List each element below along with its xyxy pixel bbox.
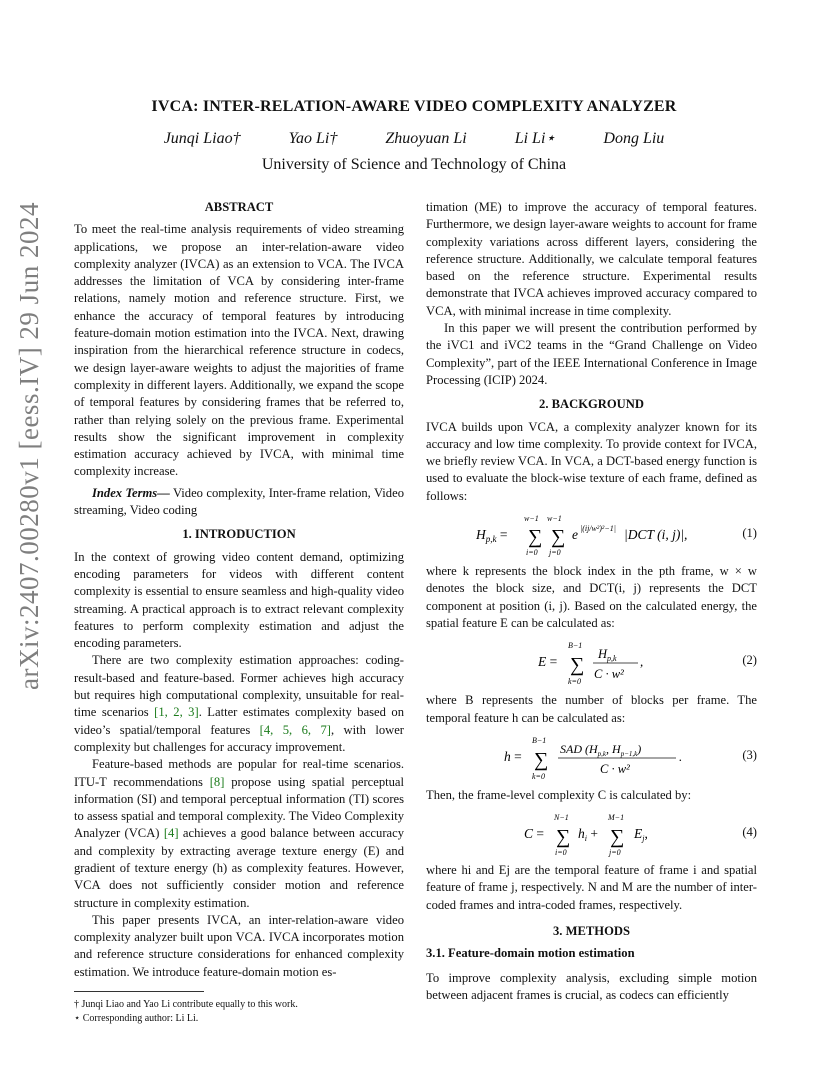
svg-text:∑: ∑: [528, 526, 543, 549]
author: Junqi Liao†: [163, 130, 241, 147]
equation-2-number: (2): [742, 653, 757, 668]
index-terms-text: Video complexity, Inter-frame relation, Video streaming, Video coding: [74, 485, 404, 518]
arxiv-identifier: arXiv:2407.00280v1 [eess.IV] 29 Jun 2024: [14, 202, 44, 690]
citation-link[interactable]: [1, 2, 3]: [154, 705, 199, 720]
equation-2-formula: [538, 636, 678, 688]
abstract-text: To meet the real-time analysis requirements of video streaming applications, we propose an inter-relation-aware video complexity analyzer (IVCA) as an extension to VCA. The IVCA addresses the limitation of VCA by considering inter-frame relations, namely motion and reference structure. First, we enhance the accuracy of temporal features by introducing feature-domain motion estimation into the IVCA. Next, drawing inspiration from the hierarchical reference structure in codecs, we design layer-aware weights to adjust the majorities of frame complexity in different layers. Additionally, we expand the scope of temporal features by considering frames that be referred to, rather than relying solely on the previous frame. Experimental results show the significant improvement in complexity estimation accuracy achieved by IVCA, with minimal time complexity increase.: [74, 222, 404, 479]
svg-text:B−1: B−1: [568, 641, 583, 651]
svg-text:∑: ∑: [610, 826, 625, 849]
intro-p2-text-a: There are two complexity estimation approaches: coding-result-based and feature-based. Former achieves high accuracy but requires high computational complexity, unsuitable for real-time scenarios: [74, 653, 404, 720]
intro-p2-text-b: . Latter estimates complexity based on video’s spatial/temporal features: [74, 705, 405, 737]
svg-text:j=0: j=0: [609, 848, 621, 858]
citation-link[interactable]: [4]: [163, 826, 179, 841]
intro-paragraph-1: In the context of growing video content demand, optimizing encoding parameters for videos with different content complexity is essential to ensure seamless and high-quality video streaming. A practical approach is to extract relevant complexity features to perform complexity estimation and adjust the encoding parameters.: [74, 549, 404, 651]
svg-text:w−1: w−1: [524, 514, 539, 524]
svg-text:∑: ∑: [556, 826, 571, 849]
intro-p3-text-b: propose using spatial perceptual information (SI) and temporal perceptual information (TI) scores to assess spatial and temporal complexity. The Video Complexity Analyzer (VCA): [74, 774, 405, 841]
citation-link[interactable]: [4, 5, 6, 7]: [259, 722, 331, 737]
methods-paragraph: To improve complexity analysis, excluding simple motion between adjacent frames is crucial, as codecs can efficiently: [426, 970, 757, 1002]
subsection-heading: 3.1. Feature-domain motion estimation: [426, 946, 635, 961]
svg-text:M−1: M−1: [608, 813, 625, 823]
background-heading: 2. BACKGROUND: [539, 397, 644, 412]
paper-title: IVCA: INTER-RELATION-AWARE VIDEO COMPLEXITY ANALYZER: [151, 98, 677, 115]
svg-text:|(ij/w²)²−1|: |(ij/w²)²−1|: [580, 524, 616, 534]
intro-heading: 1. INTRODUCTION: [182, 527, 296, 542]
equation-1-number: (1): [742, 526, 757, 541]
svg-text:k=0: k=0: [532, 771, 545, 781]
intro-paragraph-3: [74, 756, 404, 912]
citation-link[interactable]: [8]: [209, 774, 225, 789]
left-column: [74, 199, 404, 1026]
intro-paragraph-2: [74, 652, 404, 756]
svg-text:i=0: i=0: [526, 548, 538, 558]
after-equation-1: where k represents the block index in the pth frame, w × w denotes the block size, and DCT(i, j) represents the DCT component at position (i, j). Based on the calculated energy, the spatial feature E can be calculated as:: [426, 564, 757, 630]
svg-text:E =: E =: [538, 654, 558, 670]
after-equation-4: where hi and Ej are the temporal feature of frame i and spatial feature of frame j, respectively. N and M are the number of inter-coded frames and intra-coded frames, respectively.: [426, 863, 757, 912]
svg-text:∑: ∑: [534, 748, 549, 771]
svg-text:SAD (Hp,k, Hp−1,k): SAD ($H_{p,k}$, $H_{p-1,k}$): [560, 741, 642, 758]
methods-heading: 3. METHODS: [553, 924, 630, 939]
svg-text:∑: ∑: [570, 654, 585, 677]
right-column: [426, 199, 757, 1004]
author-list: [0, 128, 828, 148]
after-equation-2: where B represents the number of blocks per frame. The temporal feature h can be calculated as:: [426, 693, 757, 725]
index-terms-label: Index Terms—: [92, 485, 170, 500]
background-paragraph: IVCA builds upon VCA, a complexity analyzer known for its accuracy and low time complexity. To provide context for IVCA, we briefly review VCA. In VCA, a DCT-based energy function is used to evaluate the block-wise texture of each frame, defined as follows:: [426, 419, 757, 503]
footnote: ⋆ Corresponding author: Li Li.: [74, 1013, 199, 1025]
svg-text:N−1: N−1: [554, 813, 569, 823]
equation-4: [426, 808, 757, 858]
equation-1: [426, 509, 757, 559]
right-paragraph-1: timation (ME) to improve the accuracy of temporal features. Furthermore, we design layer-aware weights to account for frame complexity variations across different layers, considering the reference structure. Additionally, we calculate temporal features based on the reference structure. Experimental results demonstrate that IVCA achieves improved accuracy compared to VCA, with minimal increase in time complexity.: [426, 200, 757, 318]
svg-text:h =: h =: [504, 748, 522, 764]
right-paragraph-2: In this paper we will present the contribution performed by the iVC1 and iVC2 teams in the “Grand Challenge on Video Complexity”, part of the IEEE International Conference in Image Processing (ICIP) 2024.: [426, 321, 757, 387]
svg-text:w−1: w−1: [547, 514, 562, 524]
after-equation-3: Then, the frame-level complexity C is calculated by:: [426, 787, 692, 802]
equation-4-number: (4): [742, 825, 757, 840]
equation-4-formula: [524, 808, 704, 858]
svg-text:Ej,: $E_j$,: [634, 826, 648, 844]
intro-p3-text-a: Feature-based methods are popular for real-time scenarios. ITU-T recommendations: [74, 757, 404, 789]
equation-3-number: (3): [742, 747, 757, 762]
svg-text:B−1: B−1: [532, 735, 547, 745]
svg-text:C · w²: C · w²: [594, 667, 624, 682]
author: Zhuoyuan Li: [385, 130, 467, 147]
svg-text:e: e: [572, 527, 578, 543]
svg-text:hi +: $h_i$ +: [578, 826, 598, 844]
svg-text:j=0: j=0: [549, 548, 561, 558]
svg-text:,: ,: [640, 654, 644, 670]
intro-p3-text-c: achieves a good balance between accuracy and complexity by extracting average texture energy (E) and gradient of texture energy (h) as complexity features. However, VCA does not sufficiently consider motion and reference structure in complexity estimation.: [74, 826, 404, 910]
equation-3: [426, 731, 757, 783]
intro-paragraph-4: This paper presents IVCA, an inter-relation-aware video complexity analyzer built upon VCA. IVCA incorporates motion and reference structure considerations for enhanced complexity estimation. We introduce feature-domain motion es-: [74, 912, 404, 979]
abstract-heading: ABSTRACT: [204, 200, 274, 214]
author: Dong Liu: [603, 130, 665, 147]
footnote-divider: [74, 991, 204, 992]
equation-2: [426, 636, 757, 688]
affiliation: University of Science and Technology of China: [261, 156, 567, 173]
svg-text:∑: ∑: [551, 526, 566, 549]
svg-text:C =: C =: [524, 826, 545, 842]
svg-text:k=0: k=0: [568, 677, 581, 687]
index-terms: [74, 485, 404, 520]
svg-text:C · w²: C · w²: [600, 761, 630, 776]
equation-1-formula: [476, 509, 736, 559]
author: Li Li⋆: [514, 130, 556, 147]
intro-p2-text-c: , with lower complexity but challenges for accuracy improvement.: [74, 722, 404, 754]
equation-3-formula: [504, 731, 704, 783]
footnote: † Junqi Liao and Yao Li contribute equally to this work.: [74, 999, 298, 1011]
svg-text:|DCT (i, j)|,: |DCT (i, j)|,: [624, 527, 688, 543]
svg-text:i=0: i=0: [555, 848, 567, 858]
svg-text:.: .: [679, 748, 683, 764]
author: Yao Li†: [288, 130, 338, 147]
svg-text:Hp,k =: $H_{p,k}$ =: [476, 527, 508, 545]
svg-text:Hp,k: $H_{p,k}$: [598, 647, 617, 664]
